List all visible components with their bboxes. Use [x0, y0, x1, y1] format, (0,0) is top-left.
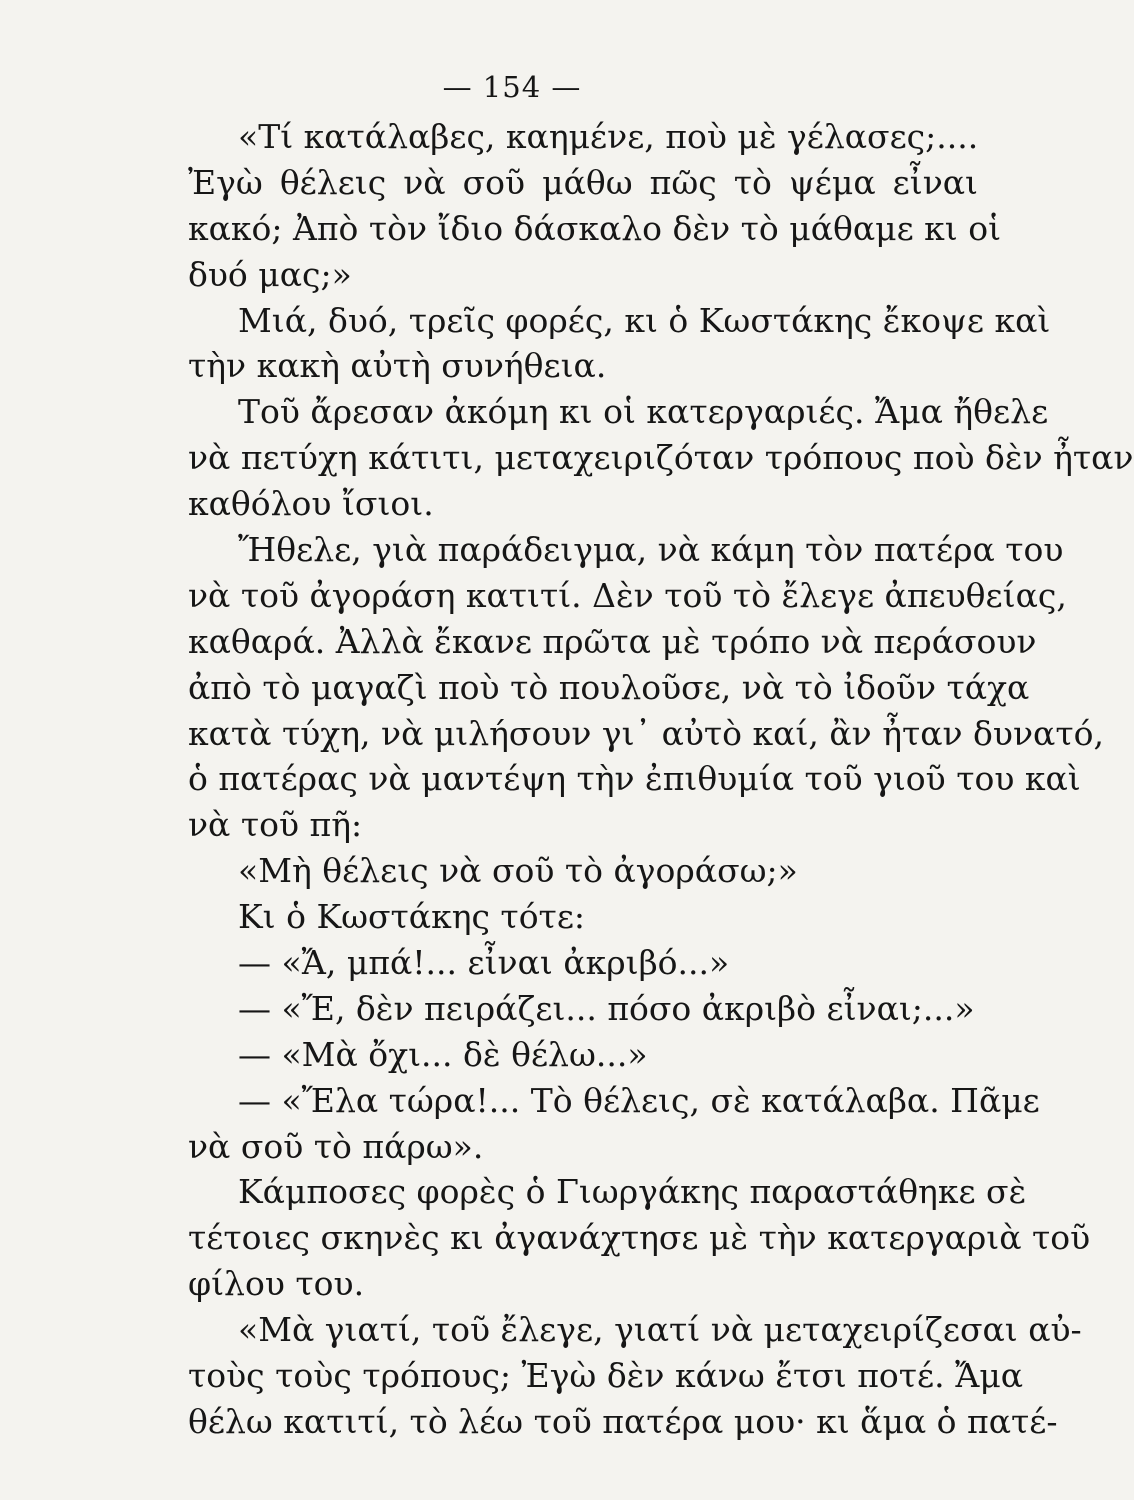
text-line: Μιά, δυό, τρεῖς φορές, κι ὁ Κωστάκης ἔκοψε καὶ — [238, 300, 1051, 340]
text-line: — «Ἔ, δὲν πειράζει... πόσο ἀκριβὸ εἶναι;...» — [238, 988, 975, 1028]
text-line: καθόλου ἴσιοι. — [188, 484, 434, 524]
text-line: «Μὰ γιατί, τοῦ ἔλεγε, γιατί νὰ μεταχειρίζεσαι αὐ- — [238, 1310, 1082, 1350]
text-line: — «Μὰ ὄχι... δὲ θέλω...» — [238, 1034, 648, 1074]
text-line: δυό μας;» — [188, 254, 352, 294]
text-line: ὁ πατέρας νὰ μαντέψη τὴν ἐπιθυμία τοῦ γιοῦ του καὶ — [188, 759, 1081, 799]
text-line: Κάμποσες φορὲς ὁ Γιωργάκης παραστάθηκε σὲ — [238, 1172, 1027, 1212]
text-line: νὰ τοῦ πῆ: — [188, 805, 363, 845]
body-text — [188, 114, 1134, 1445]
text-line: θέλω κατιτί, τὸ λέω τοῦ πατέρα μου· κι ἅμα ὁ πατέ- — [188, 1401, 1058, 1441]
text-line: κακό; Ἀπὸ τὸν ἴδιο δάσκαλο δὲν τὸ μάθαμε κι οἱ — [188, 208, 1002, 248]
text-line: Τοῦ ἄρεσαν ἀκόμη κι οἱ κατεργαριές. Ἄμα ἤθελε — [238, 392, 1049, 432]
text-line: — «Ἔλα τώρα!... Τὸ θέλεις, σὲ κατάλαβα. Πᾶμε — [238, 1080, 1040, 1120]
text-line: Ἐγὼ θέλεις νὰ σοῦ μάθω πῶς τὸ ψέμα εἶναι — [188, 162, 978, 202]
text-line: «Τί κατάλαβες, καημένε, ποὺ μὲ γέλασες;.... — [238, 117, 979, 156]
text-line: τέτοιες σκηνὲς κι ἀγανάχτησε μὲ τὴν κατεργαριὰ τοῦ — [188, 1218, 1091, 1258]
text-line: Κι ὁ Κωστάκης τότε: — [238, 897, 586, 937]
text-line: φίλου του. — [188, 1264, 365, 1304]
text-line: νὰ σοῦ τὸ πάρω». — [188, 1126, 484, 1166]
text-line: τοὺς τοὺς τρόπους; Ἐγὼ δὲν κάνω ἔτσι ποτέ. Ἄμα — [188, 1356, 1024, 1396]
text-line: τὴν κακὴ αὐτὴ συνήθεια. — [188, 346, 607, 386]
text-line: καθαρά. Ἀλλὰ ἔκανε πρῶτα μὲ τρόπο νὰ περάσουν — [188, 621, 1037, 661]
text-line: νὰ τοῦ ἀγοράση κατιτί. Δὲν τοῦ τὸ ἔλεγε ἀπευθείας, — [188, 575, 1067, 615]
text-line: νὰ πετύχη κάτιτι, μεταχειριζόταν τρόπους ποὺ δὲν ἦταν — [188, 438, 1134, 478]
text-line: ἀπὸ τὸ μαγαζὶ ποὺ τὸ πουλοῦσε, νὰ τὸ ἰδοῦν τάχα — [188, 667, 1030, 707]
text-line: «Μὴ θέλεις νὰ σοῦ τὸ ἀγοράσω;» — [238, 851, 798, 891]
text-line: κατὰ τύχη, νὰ μιλήσουν γι᾽ αὐτὸ καί, ἂν ἦταν δυνατό, — [188, 713, 1104, 753]
text-line: Ἤθελε, γιὰ παράδειγμα, νὰ κάμη τὸν πατέρα του — [238, 530, 1064, 570]
text-line: — «Ἄ, μπά!... εἶναι ἀκριβό...» — [238, 943, 730, 983]
page-number: — 154 — — [442, 70, 582, 104]
